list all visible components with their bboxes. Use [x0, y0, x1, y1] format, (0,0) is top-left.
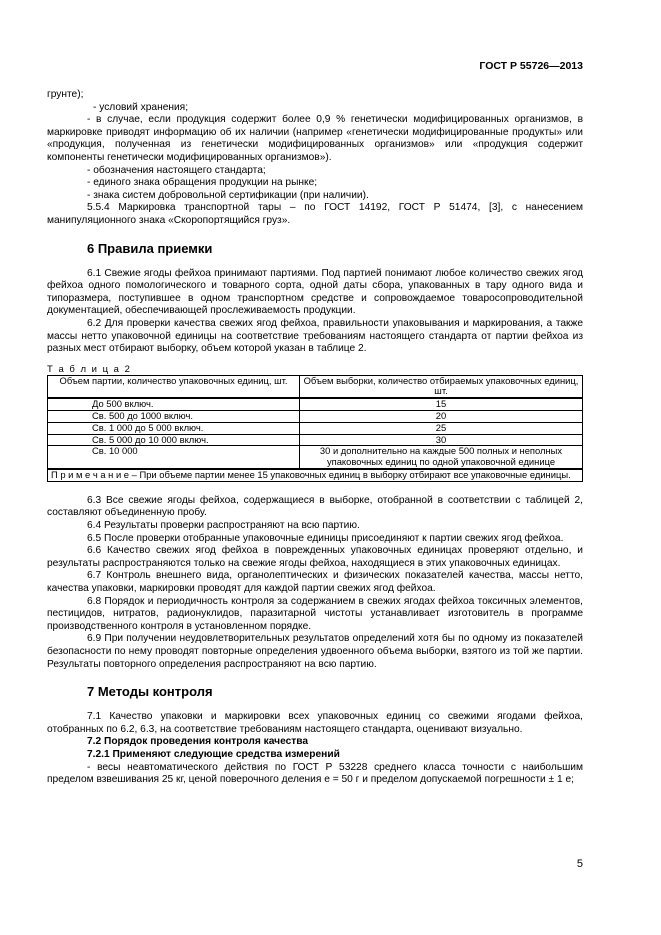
paragraph: 6.2 Для проверки качества свежих ягод фейхоа, правильности упаковывания и маркирования, а также массы нетто упаковочной единицы на соответствие требованиям настоящего стандарта от партии фейхоа из разных мест отбирают выборку, объем которой указан в таблице 2. [47, 317, 583, 355]
list-item: - обозначения настоящего стандарта; [87, 164, 266, 176]
table-header-cell: Объем партии, количество упаковочных единиц, шт. [48, 375, 300, 398]
table-note-row [48, 469, 583, 481]
sampling-table [47, 375, 583, 482]
section-heading: 6 Правила приемки [87, 240, 213, 256]
subsection-heading: 7.2.1 Применяют следующие средства измерений [87, 748, 340, 760]
table-row [48, 446, 583, 469]
list-item: - условий хранения; [93, 101, 189, 113]
table-row [48, 422, 583, 434]
table-cell: 25 [300, 422, 583, 434]
table-cell: Св. 5 000 до 10 000 включ. [48, 434, 300, 446]
table-note-label: П р и м е ч а н и е [51, 469, 130, 481]
paragraph: грунте); [47, 89, 84, 100]
page-content [47, 89, 583, 787]
section-heading: 7 Методы контроля [87, 684, 213, 700]
table-cell: Св. 500 до 1000 включ. [48, 411, 300, 423]
table-header-cell: Объем выборки, количество отбираемых упаковочных единиц, шт. [300, 375, 583, 398]
table-caption: Т а б л и ц а 2 [47, 363, 132, 375]
table-note [48, 469, 583, 481]
paragraph: 6.1 Свежие ягоды фейхоа принимают партиями. Под партией понимают любое количество свежих ягод фейхоа одного помологического и товарного сорта, одной даты сбора, упакованных в тару одного вида и типоразмера, поступившее в одном транспортном средстве и сопровождаемое товаросопроводительной документацией, обеспечивающей прослеживаемость продукции. [47, 267, 583, 317]
paragraph: 6.8 Порядок и периодичность контроля за содержанием в свежих ягодах фейхоа токсичных элементов, пестицидов, нитратов, радионуклидов, паразитарной чистоты устанавливает изготовитель в программе производственного контроля в установленном порядке. [47, 595, 583, 632]
paragraph: 6.4 Результаты проверки распространяют на всю партию. [87, 520, 360, 532]
paragraph: 6.3 Все свежие ягоды фейхоа, содержащиеся в выборке, отобранной в соответствии с таблицей 2, составляют объединенную пробу. [47, 494, 583, 519]
page-number: 5 [576, 858, 583, 870]
table-cell: 20 [300, 411, 583, 423]
table-cell: До 500 включ. [48, 398, 300, 410]
subsection-heading: 7.2 Порядок проведения контроля качества [87, 736, 309, 748]
table-cell: Св. 10 000 [48, 446, 300, 469]
document-header: ГОСТ Р 55726—2013 [479, 60, 583, 72]
paragraph: 7.1 Качество упаковки и маркировки всех упаковочных единиц со свежими ягодами фейхоа, отобранных по 6.2, 6.3, на соответствие требованиям настоящего стандарта, оценивают визуально. [47, 711, 583, 735]
paragraph: 6.5 После проверки отобранные упаковочные единицы присоединяют к партии свежих ягод фейхоа. [87, 532, 564, 544]
table-row [48, 411, 583, 423]
table-row [48, 434, 583, 446]
table-cell: 15 [300, 398, 583, 410]
list-item: - единого знака обращения продукции на рынке; [87, 177, 318, 189]
list-item: - знака систем добровольной сертификации (при наличии). [87, 189, 369, 201]
list-item: - весы неавтоматического действия по ГОСТ Р 53228 среднего класса точности с наибольшим пределом взвешивания 25 кг, ценой поверочного деления е = 50 г и пределом допускаемой погрешности ± 1 е; [47, 761, 583, 786]
paragraph: 6.9 При получении неудовлетворительных результатов определений хотя бы по одному из показателей безопасности по нему проводят повторные определения удвоенного объема выборки, взятого из той же партии. Результаты повторного определения распространяют на всю партию. [47, 633, 583, 670]
paragraph: 6.7 Контроль внешнего вида, органолептических и физических показателей качества, массы нетто, качества упаковки, маркировки проводят для каждой партии свежих ягод фейхоа. [47, 570, 583, 595]
table-cell: 30 [300, 434, 583, 446]
paragraph: 6.6 Качество свежих ягод фейхоа в поврежденных упаковочных единицах проверяют отдельно, и результаты распространяются только на свежие ягоды фейхоа, находящиеся в этих упаковочных единицах. [47, 545, 583, 569]
table-cell: Св. 1 000 до 5 000 включ. [48, 422, 300, 434]
paragraph: - в случае, если продукция содержит более 0,9 % генетически модифицированных организмов, в маркировке приводят информацию об их наличии (например «генетически модифицированные продукты» или «продукция, полученная из генетически модифицированных организмов» или «продукция содержит компоненты генетически модифицированных организмов»). [47, 114, 583, 163]
paragraph: 5.5.4 Маркировка транспортной тары – по ГОСТ 14192, ГОСТ Р 51474, [3], с нанесением манипуляционного знака «Скоропортящийся груз». [47, 202, 583, 226]
table-note-text: – При объеме партии менее 15 упаковочных единиц в выборку отбирают все упаковочные единицы. [129, 469, 571, 481]
table-cell: 30 и дополнительно на каждые 500 полных и неполных упаковочных единиц по одной упаковочной единице [300, 446, 583, 469]
table-row [48, 398, 583, 410]
